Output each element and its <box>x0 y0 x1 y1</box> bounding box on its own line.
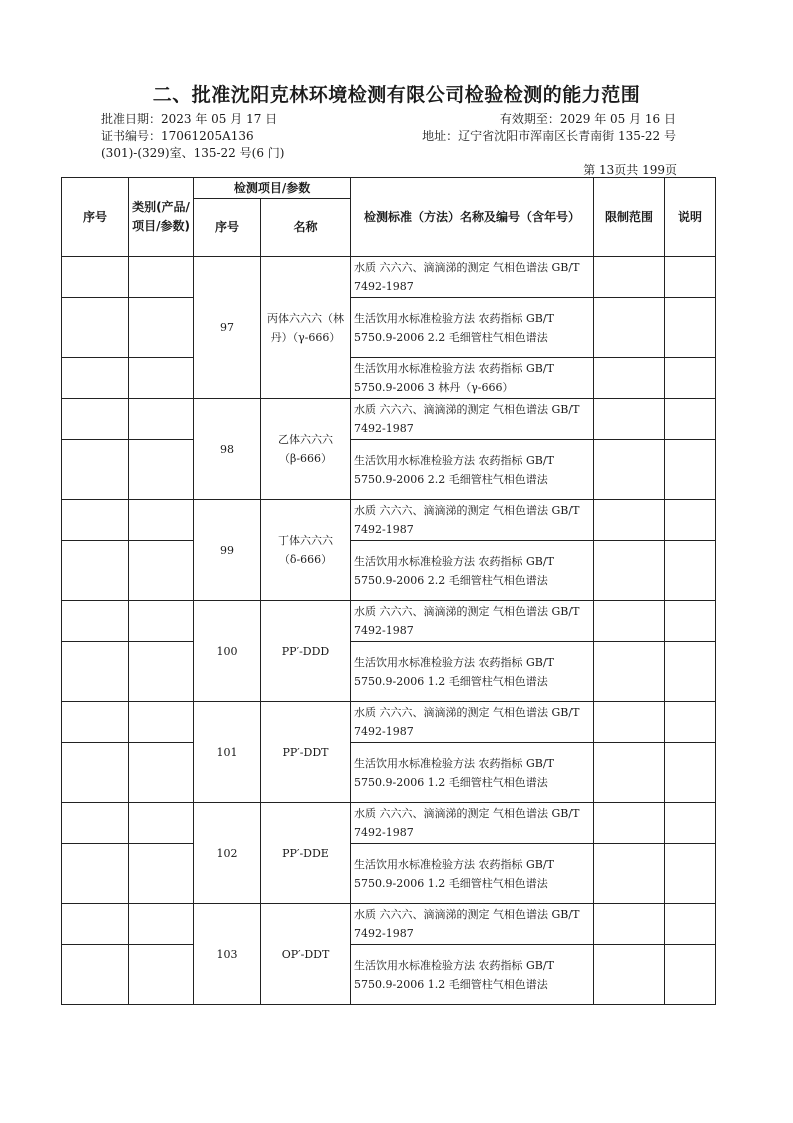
cell-category <box>129 642 194 702</box>
cell-note <box>665 743 716 803</box>
cell-category <box>129 844 194 904</box>
method-standard: 水质 六六六、滴滴涕的测定 气相色谱法 GB/T 7492-1987 <box>351 904 594 945</box>
item-name: PP′-DDE <box>261 803 351 904</box>
cell-limit <box>594 945 665 1005</box>
method-standard: 生活饮用水标准检验方法 农药指标 GB/T 5750.9-2006 1.2 毛细管柱气相色谱法 <box>351 642 594 702</box>
method-standard: 生活饮用水标准检验方法 农药指标 GB/T 5750.9-2006 3 林丹（γ-666） <box>351 358 594 399</box>
item-number: 103 <box>194 904 261 1005</box>
cell-limit <box>594 399 665 440</box>
valid-until: 有效期至：2029 年 05 月 16 日 <box>499 112 676 126</box>
cell-category <box>129 743 194 803</box>
item-number: 97 <box>194 257 261 399</box>
cell-note <box>665 945 716 1005</box>
header-note: 说明 <box>665 178 716 257</box>
cell-limit <box>594 844 665 904</box>
item-name: PP′-DDT <box>261 702 351 803</box>
address: 地址：辽宁省沈阳市浑南区长青南街 135-22 号 <box>422 129 676 143</box>
table-row <box>62 904 716 945</box>
cell-limit <box>594 803 665 844</box>
cell-seq <box>62 702 129 743</box>
cell-seq <box>62 945 129 1005</box>
cell-category <box>129 904 194 945</box>
method-standard: 生活饮用水标准检验方法 农药指标 GB/T 5750.9-2006 1.2 毛细管柱气相色谱法 <box>351 945 594 1005</box>
method-standard: 水质 六六六、滴滴涕的测定 气相色谱法 GB/T 7492-1987 <box>351 803 594 844</box>
cell-limit <box>594 358 665 399</box>
method-standard: 水质 六六六、滴滴涕的测定 气相色谱法 GB/T 7492-1987 <box>351 601 594 642</box>
cell-note <box>665 500 716 541</box>
item-name: 乙体六六六（β-666） <box>261 399 351 500</box>
item-name: 丙体六六六（林丹）（γ-666） <box>261 257 351 399</box>
method-standard: 水质 六六六、滴滴涕的测定 气相色谱法 GB/T 7492-1987 <box>351 399 594 440</box>
cell-seq <box>62 440 129 500</box>
table-row <box>62 642 716 702</box>
cell-category <box>129 601 194 642</box>
cell-limit <box>594 642 665 702</box>
cell-note <box>665 257 716 298</box>
cell-category <box>129 440 194 500</box>
method-standard: 生活饮用水标准检验方法 农药指标 GB/T 5750.9-2006 1.2 毛细管柱气相色谱法 <box>351 844 594 904</box>
cell-note <box>665 844 716 904</box>
cell-limit <box>594 601 665 642</box>
table-body <box>62 257 716 1005</box>
certificate-number: 证书编号：17061205A136 <box>101 129 254 143</box>
item-name: OP′-DDT <box>261 904 351 1005</box>
table-row <box>62 358 716 399</box>
cell-category <box>129 702 194 743</box>
cell-limit <box>594 541 665 601</box>
table-row <box>62 399 716 440</box>
method-standard: 生活饮用水标准检验方法 农药指标 GB/T 5750.9-2006 2.2 毛细管柱气相色谱法 <box>351 541 594 601</box>
cell-limit <box>594 743 665 803</box>
item-number: 102 <box>194 803 261 904</box>
cell-note <box>665 358 716 399</box>
cell-limit <box>594 298 665 358</box>
cell-note <box>665 702 716 743</box>
cell-category <box>129 541 194 601</box>
cell-seq <box>62 257 129 298</box>
table-row <box>62 702 716 743</box>
cell-seq <box>62 358 129 399</box>
table-row <box>62 945 716 1005</box>
cell-limit <box>594 904 665 945</box>
cell-limit <box>594 257 665 298</box>
cell-seq <box>62 601 129 642</box>
header-item-seq: 序号 <box>194 199 261 257</box>
item-name: PP′-DDD <box>261 601 351 702</box>
table-row <box>62 601 716 642</box>
cell-seq <box>62 743 129 803</box>
header-category: 类别(产品/项目/参数) <box>129 178 194 257</box>
header-item-name: 名称 <box>261 199 351 257</box>
cell-note <box>665 399 716 440</box>
cell-category <box>129 803 194 844</box>
cell-category <box>129 358 194 399</box>
cell-seq <box>62 844 129 904</box>
table-row <box>62 803 716 844</box>
table-row <box>62 743 716 803</box>
header-seq: 序号 <box>62 178 129 257</box>
cell-note <box>665 440 716 500</box>
table-row <box>62 440 716 500</box>
table-row <box>62 541 716 601</box>
page-title: 二、批准沈阳克林环境检测有限公司检验检测的能力范围 <box>152 84 641 106</box>
cell-limit <box>594 440 665 500</box>
cell-note <box>665 601 716 642</box>
header-limit: 限制范围 <box>594 178 665 257</box>
cell-category <box>129 945 194 1005</box>
table-row <box>62 500 716 541</box>
cell-seq <box>62 904 129 945</box>
table-row <box>62 844 716 904</box>
method-standard: 水质 六六六、滴滴涕的测定 气相色谱法 GB/T 7492-1987 <box>351 500 594 541</box>
cell-seq <box>62 500 129 541</box>
cell-limit <box>594 500 665 541</box>
cell-seq <box>62 803 129 844</box>
cell-note <box>665 904 716 945</box>
page-number: 第 13页共 199页 <box>583 163 677 177</box>
cell-category <box>129 257 194 298</box>
header-test-items: 检测项目/参数 <box>194 178 351 199</box>
capability-table <box>61 177 716 1005</box>
method-standard: 生活饮用水标准检验方法 农药指标 GB/T 5750.9-2006 1.2 毛细管柱气相色谱法 <box>351 743 594 803</box>
method-standard: 水质 六六六、滴滴涕的测定 气相色谱法 GB/T 7492-1987 <box>351 702 594 743</box>
cell-category <box>129 298 194 358</box>
item-number: 98 <box>194 399 261 500</box>
cell-limit <box>594 702 665 743</box>
item-name: 丁体六六六（δ-666） <box>261 500 351 601</box>
cell-note <box>665 803 716 844</box>
cell-seq <box>62 642 129 702</box>
cell-seq <box>62 298 129 358</box>
method-standard: 生活饮用水标准检验方法 农药指标 GB/T 5750.9-2006 2.2 毛细管柱气相色谱法 <box>351 440 594 500</box>
approval-date: 批准日期：2023 年 05 月 17 日 <box>101 112 278 126</box>
item-number: 99 <box>194 500 261 601</box>
cell-seq <box>62 399 129 440</box>
cell-category <box>129 399 194 440</box>
address-continued: (301)-(329)室、135-22 号(6 门) <box>101 146 285 160</box>
cell-note <box>665 541 716 601</box>
cell-seq <box>62 541 129 601</box>
method-standard: 生活饮用水标准检验方法 农药指标 GB/T 5750.9-2006 2.2 毛细管柱气相色谱法 <box>351 298 594 358</box>
item-number: 100 <box>194 601 261 702</box>
method-standard: 水质 六六六、滴滴涕的测定 气相色谱法 GB/T 7492-1987 <box>351 257 594 298</box>
header-standard: 检测标准（方法）名称及编号（含年号） <box>351 178 594 257</box>
cell-category <box>129 500 194 541</box>
table-row <box>62 298 716 358</box>
cell-note <box>665 298 716 358</box>
cell-note <box>665 642 716 702</box>
table-row <box>62 257 716 298</box>
item-number: 101 <box>194 702 261 803</box>
